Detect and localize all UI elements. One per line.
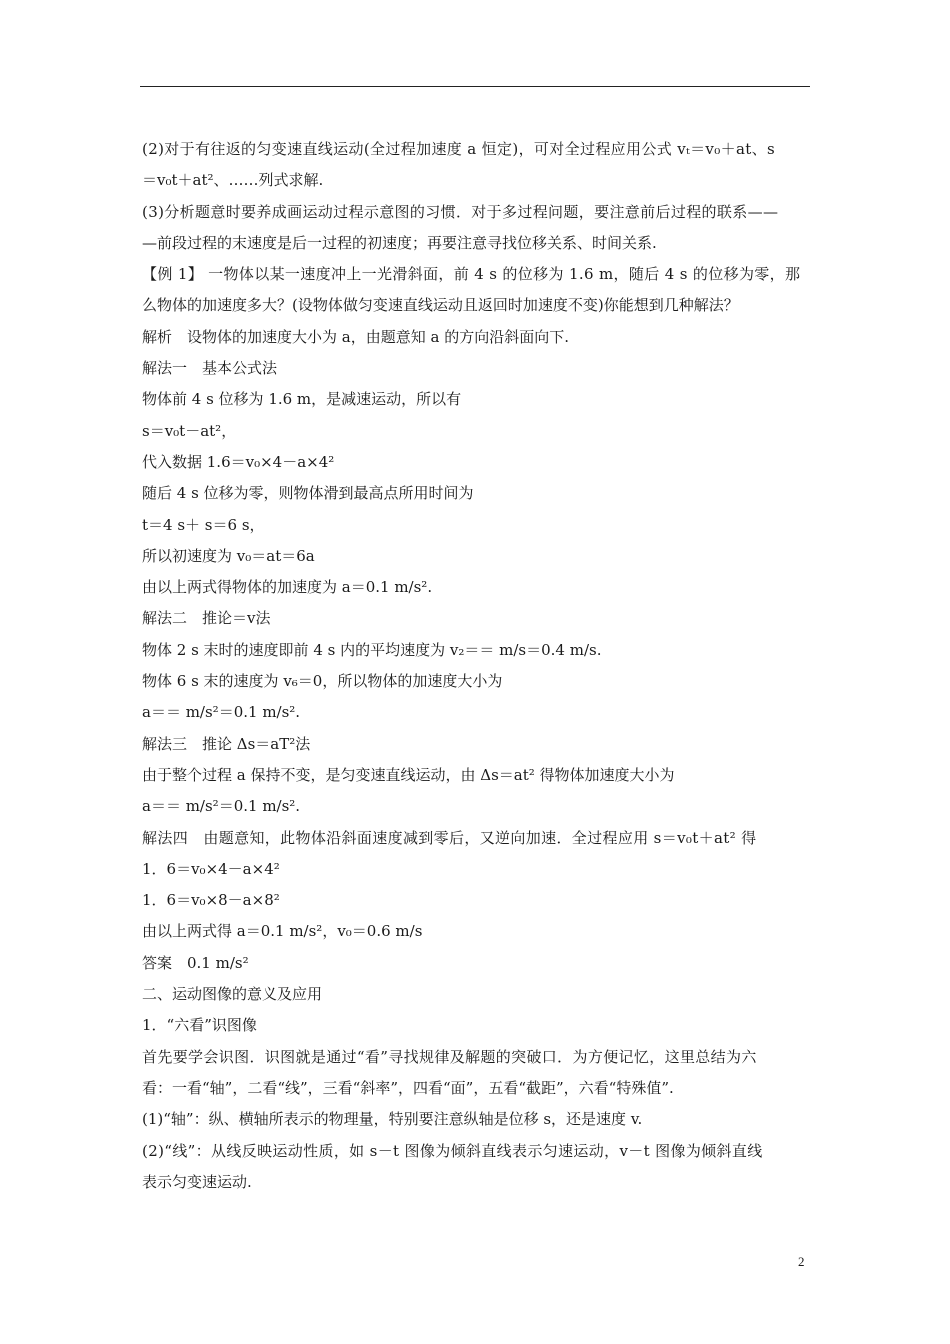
formula-line: 所以初速度为 v₀＝at＝6a [142, 546, 315, 565]
text-line: 看：一看“轴”，二看“线”，三看“斜率”，四看“面”，五看“截距”，六看“特殊值”. [142, 1078, 674, 1097]
example-title-line: 【例 1】 一物体以某一速度冲上一光滑斜面，前 4 s 的位移为 1.6 m，随后 4 s 的位移为零，那 [142, 265, 801, 284]
text-line: (2)“线”：从线反映运动性质，如 s－t 图像为倾斜直线表示匀速运动，v－t 图像为倾斜直线 [142, 1141, 763, 1160]
formula-line: s＝v₀t－at²， [142, 421, 237, 440]
page-number: 2 [798, 1254, 805, 1269]
formula-line: a＝＝ m/s²＝0.1 m/s². [142, 703, 301, 722]
page-body [142, 134, 812, 1198]
header-rule [140, 86, 810, 87]
formula-line: t＝4 s＋ s＝6 s， [142, 515, 265, 534]
text-line: 物体 2 s 末时的速度即前 4 s 内的平均速度为 v₂＝＝ m/s＝0.4 m/s. [142, 640, 602, 659]
text-line: (1)“轴”：纵、横轴所表示的物理量，特别要注意纵轴是位移 s，还是速度 v. [142, 1110, 643, 1129]
text-line: 表示匀变速运动. [142, 1172, 252, 1191]
text-line: (2)对于有往返的匀变速直线运动(全过程加速度 a 恒定)，可对全过程应用公式 vₜ＝v₀＋at、s [142, 140, 776, 158]
text-line: —前段过程的末速度是后一过程的初速度；再要注意寻找位移关系、时间关系. [142, 233, 657, 252]
method-heading: 解法四 由题意知，此物体沿斜面速度减到零后，又逆向加速．全过程应用 s＝v₀t＋at² 得 [142, 828, 757, 847]
analysis-line: 解析 设物体的加速度大小为 a，由题意知 a 的方向沿斜面向下. [142, 327, 569, 346]
text-line: 么物体的加速度多大？(设物体做匀变速直线运动且返回时加速度不变)你能想到几种解法？ [142, 296, 739, 315]
text-line: 首先要学会识图．识图就是通过“看”寻找规律及解题的突破口．为方便记忆，这里总结为六 [142, 1047, 757, 1066]
text-line: ＝v₀t＋at²、……列式求解. [142, 171, 324, 190]
method-heading: 解法一 基本公式法 [142, 359, 278, 378]
section-heading: 二、运动图像的意义及应用 [142, 985, 323, 1004]
formula-line: a＝＝ m/s²＝0.1 m/s². [142, 797, 301, 816]
text-line: 物体前 4 s 位移为 1.6 m，是减速运动，所以有 [142, 390, 462, 409]
method-heading: 解法二 推论＝v法 [142, 609, 271, 628]
method-heading: 解法三 推论 Δs＝aT²法 [142, 734, 311, 753]
subsection-heading: 1．“六看”识图像 [142, 1016, 257, 1035]
text-line: 随后 4 s 位移为零，则物体滑到最高点所用时间为 [142, 484, 474, 503]
text-line: 由以上两式得 a＝0.1 m/s²，v₀＝0.6 m/s [142, 922, 423, 941]
formula-line: 代入数据 1.6＝v₀×4－a×4² [142, 452, 335, 471]
text-line: 由以上两式得物体的加速度为 a＝0.1 m/s². [142, 578, 433, 597]
formula-line: 1．6＝v₀×4－a×4² [142, 859, 280, 878]
formula-line: 1．6＝v₀×8－a×8² [142, 891, 280, 910]
text-line: (3)分析题意时要养成画运动过程示意图的习惯．对于多过程问题，要注意前后过程的联系—— [142, 202, 779, 221]
answer-line: 答案 0.1 m/s² [142, 953, 249, 972]
text-line: 由于整个过程 a 保持不变，是匀变速直线运动，由 Δs＝at² 得物体加速度大小为 [142, 765, 675, 784]
text-line: 物体 6 s 末的速度为 v₆＝0，所以物体的加速度大小为 [142, 672, 503, 691]
